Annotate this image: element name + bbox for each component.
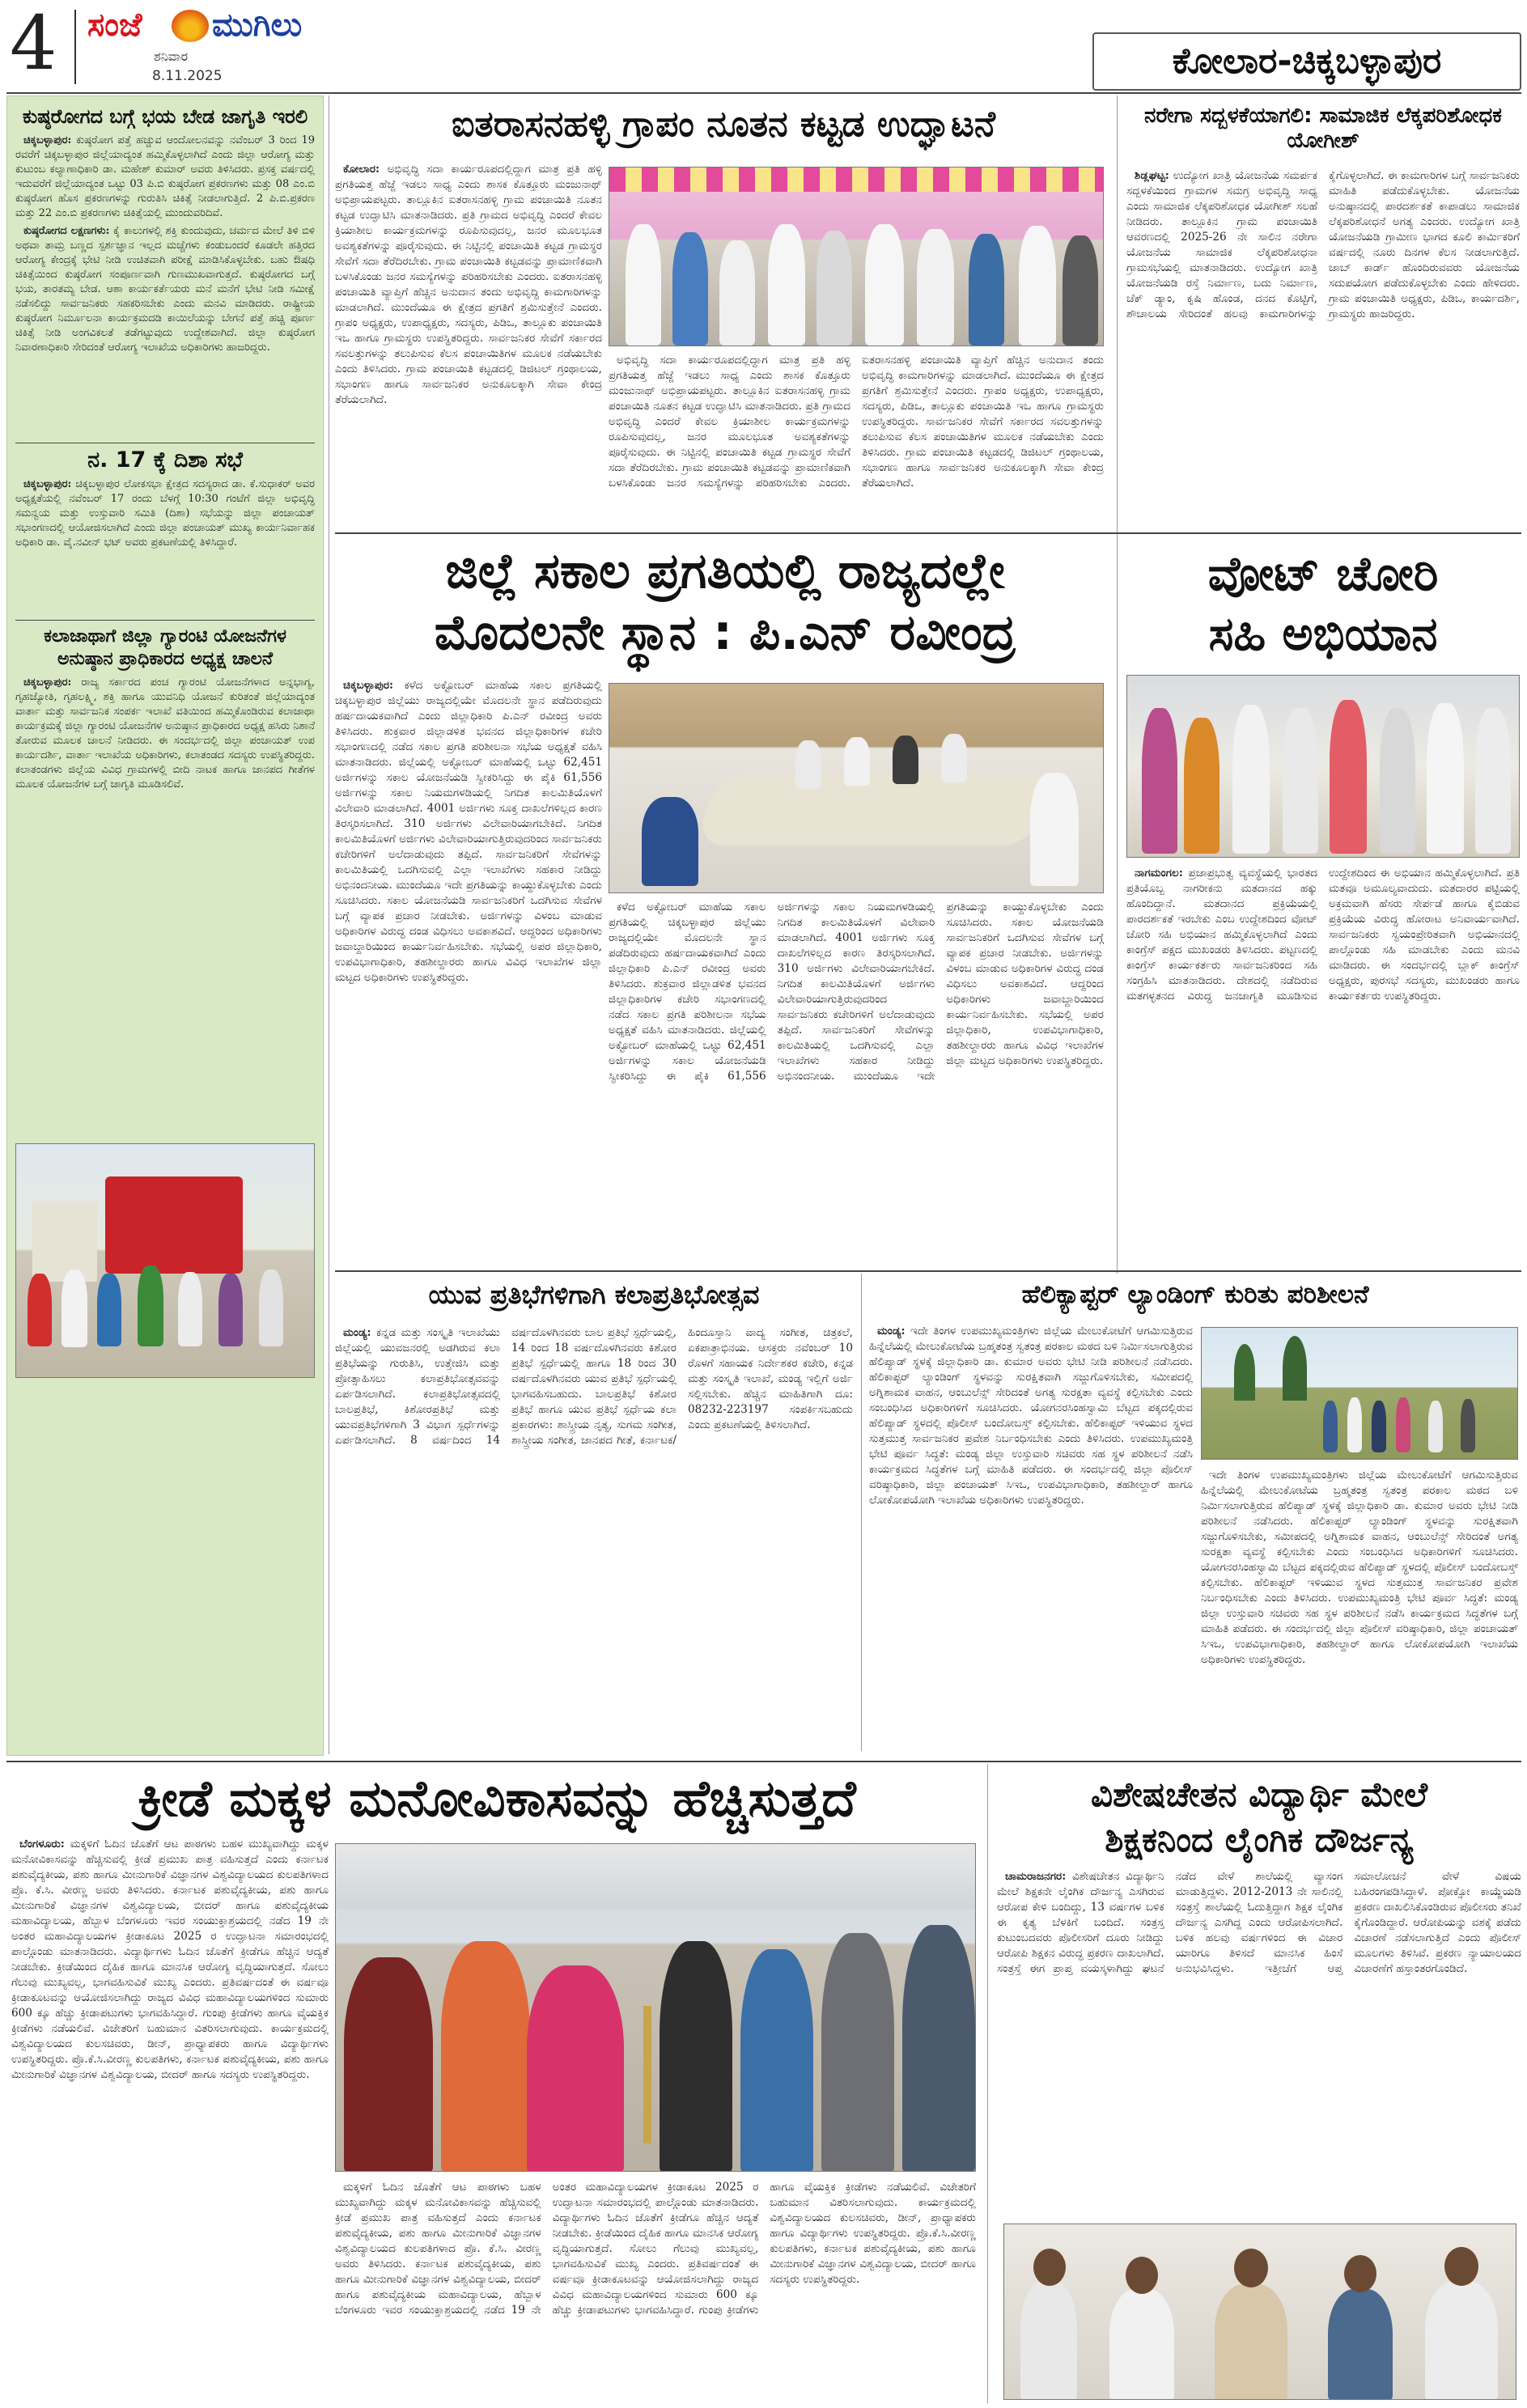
- photo-vehicle: [105, 1176, 243, 1274]
- article-votechori-headline-line1: ವೋಟ್ ಚೋರಿ: [1207, 546, 1439, 601]
- column-rule: [987, 1764, 988, 2403]
- article-assault-headline-line1: ವಿಶೇಷಚೇತನ ವಿದ್ಯಾರ್ಥಿ ಮೇಲೆ: [1090, 1774, 1428, 1814]
- photo-person: [902, 1925, 975, 2172]
- article-votechori-lead: ನಾಗಮಂಗಲ:: [1135, 867, 1183, 880]
- photo-person: [917, 229, 954, 346]
- article-sports-lead: ಬೆಂಗಳೂರು:: [19, 1838, 65, 1851]
- sidebar-a1-text2: ಕೈ ಕಾಲುಗಳಲ್ಲಿ ಶಕ್ತಿ ಕುಂದುವುದು, ಚರ್ಮದ ಮೇಲೆ ತಿಳಿ ಬಿಳಿ ಅಥವಾ ತಾಮ್ರ ಬಣ್ಣದ ಸ್ಪರ್ಶಜ್ಞಾನ ಇಲ್ಲದ ಮಚ್ಚೆಗಳು ಕಂಡುಬಂದರೆ ಕೂಡಲೇ ಹತ್ತಿರದ ಆರೋಗ್ಯ ಕೇಂದ್ರಕ್ಕೆ ಭೇಟಿ ನೀಡಿ ಉಚಿತವಾಗಿ ಪರೀಕ್ಷೆ ಮಾಡಿಸಿಕೊಳ್ಳಬೇಕು. ಬಹು ಔಷಧಿ ಚಿಕಿತ್ಸೆಯಿಂದ ಕುಷ್ಠರೋಗ ಸಂಪೂರ್ಣವಾಗಿ ಗುಣಮುಖವಾಗುತ್ತದೆ. ಕುಷ್ಠರೋಗದ ಬಗ್ಗೆ ಭಯ, ತಾರತಮ್ಯ ಬೇಡ. ಆಶಾ ಕಾರ್ಯಕರ್ತೆಯರು ಮನೆ ಮನೆಗೆ ಭೇಟಿ ನೀಡಿ ಸಮೀಕ್ಷೆ ನಡೆಸಲಿದ್ದು ಸಾರ್ವಜನಿಕರು ಸಹಕರಿಸಬೇಕು ಎಂದು ಮನವಿ ಮಾಡಿದರು. ರಾಷ್ಟ್ರೀಯ ಕುಷ್ಠರೋಗ ನಿರ್ಮೂಲನಾ ಕಾರ್ಯಕ್ರಮದಡಿ ಕಾಯಿಲೆಯನ್ನು ಬೇಗನೆ ಪತ್ತೆ ಹಚ್ಚಿ ಪೂರ್ಣ ಚಿಕಿತ್ಸೆ ನೀಡಿ ಅಂಗವಿಕಲತೆ ತಡೆಗಟ್ಟುವುದು ಉದ್ದೇಶವಾಗಿದೆ. ಜಿಲ್ಲಾ ಕುಷ್ಠರೋಗ ನಿವಾರಣಾಧಿಕಾರಿ ಸೇರಿದಂತೆ ಆರೋಗ್ಯ ಇಲಾಖೆಯ ಅಧಿಕಾರಿಗಳು ಹಾಜರಿದ್ದರು.: [15, 225, 315, 354]
- article-helipad-lead: ಮಂಡ್ಯ:: [877, 1325, 906, 1338]
- photo-person: [1428, 1401, 1443, 1452]
- article-sakala-text: ಕಳೆದ ಅಕ್ಟೋಬರ್ ಮಾಹೆಯ ಸಕಾಲ ಪ್ರಗತಿಯಲ್ಲಿ ಚಿಕ್ಕಬಳ್ಳಾಪುರ ಜಿಲ್ಲೆಯು ರಾಜ್ಯದಲ್ಲಿಯೇ ಮೊದಲನೇ ಸ್ಥಾನ ಪಡೆದಿರುವುದು ಹರ್ಷದಾಯಕವಾಗಿದೆ ಎಂದು ಜಿಲ್ಲಾಧಿಕಾರಿ ಪಿ.ಎನ್ ರವೀಂದ್ರ ಅವರು ತಿಳಿಸಿದರು. ಶುಕ್ರವಾರ ಜಿಲ್ಲಾಡಳಿತ ಭವನದ ಜಿಲ್ಲಾಧಿಕಾರಿಗಳ ಕಚೇರಿ ಸಭಾಂಗಣದಲ್ಲಿ ನಡೆದ ಸಕಾಲ ಪ್ರಗತಿ ಪರಿಶೀಲನಾ ಸಭೆಯ ಅಧ್ಯಕ್ಷತೆ ವಹಿಸಿ ಮಾತನಾಡಿದರು. ಜಿಲ್ಲೆಯಲ್ಲಿ ಅಕ್ಟೋಬರ್ ಮಾಹೆಯಲ್ಲಿ ಒಟ್ಟು 62,451 ಅರ್ಜಿಗಳನ್ನು ಸಕಾಲ ಯೋಜನೆಯಡಿ ಸ್ವೀಕರಿಸಿದ್ದು ಈ ಪೈಕಿ 61,556 ಅರ್ಜಿಗಳನ್ನು ಸಕಾಲ ನಿಯಮಗಳಡಿಯಲ್ಲಿ ನಿಗದಿತ ಕಾಲಮಿತಿಯೊಳಗೆ ವಿಲೇವಾರಿ ಮಾಡಲಾಗಿದೆ. 4001 ಅರ್ಜಿಗಳು ಸೂಕ್ತ ದಾಖಲೆಗಳಿಲ್ಲದ ಕಾರಣ ತಿರಸ್ಕರಿಸಲಾಗಿದೆ. 310 ಅರ್ಜಿಗಳು ವಿಲೇವಾರಿಯಾಗಬೇಕಿದೆ. ನಿಗದಿತ ಕಾಲಮಿತಿಯೊಳಗೆ ಅರ್ಜಿಗಳು ವಿಲೇವಾರಿಯಾಗುತ್ತಿರುವುದರಿಂದ ಸಾರ್ವಜನಿಕರು ಕಚೇರಿಗಳಿಗೆ ಅಲೆದಾಡುವುದು ತಪ್ಪಿದೆ. ಸಾರ್ವಜನಿಕರಿಗೆ ಸೇವೆಗಳನ್ನು ಕಾಲಮಿತಿಯಲ್ಲಿ ಒದಗಿಸುವಲ್ಲಿ ಎಲ್ಲಾ ಇಲಾಖೆಗಳು ಸಹಕಾರ ನೀಡಿದ್ದು ಅಭಿನಂದನೀಯ. ಮುಂದೆಯೂ ಇದೇ ಪ್ರಗತಿಯನ್ನು ಕಾಯ್ದುಕೊಳ್ಳಬೇಕು ಎಂದು ಸೂಚಿಸಿದರು. ಸಕಾಲ ಯೋಜನೆಯಡಿ ಸಾರ್ವಜನಿಕರಿಗೆ ಒದಗಿಸುವ ಸೇವೆಗಳ ಬಗ್ಗೆ ವ್ಯಾಪಕ ಪ್ರಚಾರ ನೀಡಬೇಕು. ಅರ್ಜಿಗಳನ್ನು ವಿಳಂಬ ಮಾಡುವ ಅಧಿಕಾರಿಗಳ ವಿರುದ್ಧ ದಂಡ ವಿಧಿಸಲು ಅವಕಾಶವಿದೆ. ಆದ್ದರಿಂದ ಅಧಿಕಾರಿಗಳು ಜವಾಬ್ದಾರಿಯಿಂದ ಕಾರ್ಯನಿರ್ವಹಿಸಬೇಕು. ಸಭೆಯಲ್ಲಿ ಅಪರ ಜಿಲ್ಲಾಧಿಕಾರಿ, ಉಪವಿಭಾಗಾಧಿಕಾರಿ, ತಹಶೀಲ್ದಾರರು ಹಾಗೂ ವಿವಿಧ ಇಲಾಖೆಗಳ ಜಿಲ್ಲಾ ಮಟ್ಟದ ಅಧಿಕಾರಿಗಳು ಉಪಸ್ಥಿತರಿದ್ದರು.: [335, 679, 602, 984]
- photo-head: [1444, 2247, 1478, 2286]
- photo-lamp: [643, 2006, 651, 2143]
- photo-person: [1347, 1397, 1362, 1452]
- sidebar-a1-headline: ಕುಷ್ಠರೋಗದ ಬಗ್ಗೆ ಭಯ ಬೇಡ ಜಾಗೃತಿ ಇರಲಿ: [22, 105, 308, 128]
- sidebar-a3-text: ರಾಜ್ಯ ಸರ್ಕಾರದ ಪಂಚ ಗ್ಯಾರಂಟಿ ಯೋಜನೆಗಳಾದ ಅನ್ನಭಾಗ್ಯ, ಗೃಹಜ್ಯೋತಿ, ಗೃಹಲಕ್ಷ್ಮಿ, ಶಕ್ತಿ ಹಾಗೂ ಯುವನಿಧಿ ಯೋಜನೆ ಕುರಿತಂತೆ ಜಿಲ್ಲೆಯಾದ್ಯಂತ ವಾರ್ತಾ ಮತ್ತು ಸಾರ್ವಜನಿಕ ಸಂಪರ್ಕ ಇಲಾಖೆ ವತಿಯಿಂದ ಹಮ್ಮಿಕೊಂಡಿರುವ ಕಲಾಜಾಥಾ ಕಾರ್ಯಕ್ರಮಕ್ಕೆ ಜಿಲ್ಲಾ ಗ್ಯಾರಂಟಿ ಯೋಜನೆಗಳ ಅನುಷ್ಠಾನ ಪ್ರಾಧಿಕಾರದ ಅಧ್ಯಕ್ಷ ಹಸಿರು ನಿಶಾನೆ ತೋರುವ ಮೂಲಕ ಚಾಲನೆ ನೀಡಿದರು. ಈ ಸಂದರ್ಭದಲ್ಲಿ ಜಿಲ್ಲಾ ಪಂಚಾಯತ್ ಉಪ ಕಾರ್ಯದರ್ಶಿ, ವಾರ್ತಾ ಇಲಾಖೆಯ ಅಧಿಕಾರಿಗಳು, ಕಲಾತಂಡದ ಸದಸ್ಯರು ಉಪಸ್ಥಿತರಿದ್ದರು. ಕಲಾತಂಡಗಳು ಜಿಲ್ಲೆಯ ವಿವಿಧ ಗ್ರಾಮಗಳಲ್ಲಿ ಬೀದಿ ನಾಟಕ ಹಾಗೂ ಜಾನಪದ ಗೀತೆಗಳ ಮೂಲಕ ಯೋಜನೆಗಳ ಬಗ್ಗೆ ಜಾಗೃತಿ ಮೂಡಿಸಲಿವೆ.: [15, 676, 315, 791]
- photo-conference-table: [694, 773, 1060, 846]
- photo-person: [97, 1274, 121, 1346]
- photo-person: [259, 1270, 283, 1346]
- photo-person: [138, 1265, 163, 1346]
- photo-person: [1328, 2289, 1393, 2400]
- article-votechori-text: ಪ್ರಜಾಪ್ರಭುತ್ವ ವ್ಯವಸ್ಥೆಯಲ್ಲಿ ಭಾರತದ ಪ್ರತಿಯೊಬ್ಬ ನಾಗರೀಕನು ಮತದಾನದ ಹಕ್ಕು ಹೊಂದಿದ್ದಾನೆ. ಮತದಾನದ ಪ್ರಕ್ರಿಯೆಯಲ್ಲಿ ಪಾರದರ್ಶಕತೆ ಇರಬೇಕು ಎಂಬ ಉದ್ದೇಶದಿಂದ ವೋಟ್ ಚೋರಿ ಸಹಿ ಅಭಿಯಾನ ಹಮ್ಮಿಕೊಳ್ಳಲಾಗಿದೆ ಎಂದು ಕಾಂಗ್ರೆಸ್ ಪಕ್ಷದ ಮುಖಂಡರು ತಿಳಿಸಿದರು. ಪಟ್ಟಣದಲ್ಲಿ ಕಾಂಗ್ರೆಸ್ ಕಾರ್ಯಕರ್ತರು ಸಾರ್ವಜನಿಕರಿಂದ ಸಹಿ ಸಂಗ್ರಹಿಸಿ ಮಾತನಾಡಿದರು. ದೇಶದಲ್ಲಿ ನಡೆದಿರುವ ಮತಗಳ್ಳತನದ ವಿರುದ್ಧ ಜನಜಾಗೃತಿ ಮೂಡಿಸುವ ಉದ್ದೇಶದಿಂದ ಈ ಅಭಿಯಾನ ಹಮ್ಮಿಕೊಳ್ಳಲಾಗಿದೆ. ಪ್ರತಿ ಮತವೂ ಅಮೂಲ್ಯವಾದುದು. ಮತದಾರರ ಪಟ್ಟಿಯಲ್ಲಿ ಅಕ್ರಮವಾಗಿ ಹೆಸರು ಸೇರ್ಪಡೆ ಹಾಗೂ ಕೈಬಿಡುವ ಪ್ರಕ್ರಿಯೆಯ ವಿರುದ್ಧ ಹೋರಾಟ ಅನಿವಾರ್ಯವಾಗಿದೆ. ಸಾರ್ವಜನಿಕರು ಸ್ವಯಂಪ್ರೇರಿತವಾಗಿ ಅಭಿಯಾನದಲ್ಲಿ ಪಾಲ್ಗೊಂಡು ಸಹಿ ಮಾಡಬೇಕು ಎಂದು ಮನವಿ ಮಾಡಿದರು. ಈ ಸಂದರ್ಭದಲ್ಲಿ ಬ್ಲಾಕ್ ಕಾಂಗ್ರೆಸ್ ಅಧ್ಯಕ್ಷರು, ಪುರಸಭೆ ಸದಸ್ಯರು, ಮುಖಂಡರು ಹಾಗೂ ಕಾರ್ಯಕರ್ತರು ಉಪಸ್ಥಿತರಿದ್ದರು.: [1126, 867, 1520, 1003]
- article-helipad-headline: ಹೆಲಿಕ್ಯಾಪ್ಟರ್ ಲ್ಯಾಂಡಿಂಗ್ ಕುರಿತು ಪರಿಶೀಲನೆ: [1021, 1280, 1369, 1309]
- article-sports-photo: [335, 1843, 976, 2172]
- sidebar-a3-headline: ಕಲಾಜಾಥಾಗೆ ಜಿಲ್ಲಾ ಗ್ಯಾರಂಟಿ ಯೋಜನೆಗಳ ಅನುಷ್ಠಾನ ಪ್ರಾಧಿಕಾರದ ಅಧ್ಯಕ್ಷ ಚಾಲನೆ: [44, 626, 286, 669]
- article-sakala-cont: ಕಳೆದ ಅಕ್ಟೋಬರ್ ಮಾಹೆಯ ಸಕಾಲ ಪ್ರಗತಿಯಲ್ಲಿ ಚಿಕ್ಕಬಳ್ಳಾಪುರ ಜಿಲ್ಲೆಯು ರಾಜ್ಯದಲ್ಲಿಯೇ ಮೊದಲನೇ ಸ್ಥಾನ ಪಡೆದಿರುವುದು ಹರ್ಷದಾಯಕವಾಗಿದೆ ಎಂದು ಜಿಲ್ಲಾಧಿಕಾರಿ ಪಿ.ಎನ್ ರವೀಂದ್ರ ಅವರು ತಿಳಿಸಿದರು. ಶುಕ್ರವಾರ ಜಿಲ್ಲಾಡಳಿತ ಭವನದ ಜಿಲ್ಲಾಧಿಕಾರಿಗಳ ಕಚೇರಿ ಸಭಾಂಗಣದಲ್ಲಿ ನಡೆದ ಸಕಾಲ ಪ್ರಗತಿ ಪರಿಶೀಲನಾ ಸಭೆಯ ಅಧ್ಯಕ್ಷತೆ ವಹಿಸಿ ಮಾತನಾಡಿದರು. ಜಿಲ್ಲೆಯಲ್ಲಿ ಅಕ್ಟೋಬರ್ ಮಾಹೆಯಲ್ಲಿ ಒಟ್ಟು 62,451 ಅರ್ಜಿಗಳನ್ನು ಸಕಾಲ ಯೋಜನೆಯಡಿ ಸ್ವೀಕರಿಸಿದ್ದು ಈ ಪೈಕಿ 61,556 ಅರ್ಜಿಗಳನ್ನು ಸಕಾಲ ನಿಯಮಗಳಡಿಯಲ್ಲಿ ನಿಗದಿತ ಕಾಲಮಿತಿಯೊಳಗೆ ವಿಲೇವಾರಿ ಮಾಡಲಾಗಿದೆ. 4001 ಅರ್ಜಿಗಳು ಸೂಕ್ತ ದಾಖಲೆಗಳಿಲ್ಲದ ಕಾರಣ ತಿರಸ್ಕರಿಸಲಾಗಿದೆ. 310 ಅರ್ಜಿಗಳು ವಿಲೇವಾರಿಯಾಗಬೇಕಿದೆ. ನಿಗದಿತ ಕಾಲಮಿತಿಯೊಳಗೆ ಅರ್ಜಿಗಳು ವಿಲೇವಾರಿಯಾಗುತ್ತಿರುವುದರಿಂದ ಸಾರ್ವಜನಿಕರು ಕಚೇರಿಗಳಿಗೆ ಅಲೆದಾಡುವುದು ತಪ್ಪಿದೆ. ಸಾರ್ವಜನಿಕರಿಗೆ ಸೇವೆಗಳನ್ನು ಕಾಲಮಿತಿಯಲ್ಲಿ ಒದಗಿಸುವಲ್ಲಿ ಎಲ್ಲಾ ಇಲಾಖೆಗಳು ಸಹಕಾರ ನೀಡಿದ್ದು ಅಭಿನಂದನೀಯ. ಮುಂದೆಯೂ ಇದೇ ಪ್ರಗತಿಯನ್ನು ಕಾಯ್ದುಕೊಳ್ಳಬೇಕು ಎಂದು ಸೂಚಿಸಿದರು. ಸಕಾಲ ಯೋಜನೆಯಡಿ ಸಾರ್ವಜನಿಕರಿಗೆ ಒದಗಿಸುವ ಸೇವೆಗಳ ಬಗ್ಗೆ ವ್ಯಾಪಕ ಪ್ರಚಾರ ನೀಡಬೇಕು. ಅರ್ಜಿಗಳನ್ನು ವಿಳಂಬ ಮಾಡುವ ಅಧಿಕಾರಿಗಳ ವಿರುದ್ಧ ದಂಡ ವಿಧಿಸಲು ಅವಕಾಶವಿದೆ. ಆದ್ದರಿಂದ ಅಧಿಕಾರಿಗಳು ಜವಾಬ್ದಾರಿಯಿಂದ ಕಾರ್ಯನಿರ್ವಹಿಸಬೇಕು. ಸಭೆಯಲ್ಲಿ ಅಪರ ಜಿಲ್ಲಾಧಿಕಾರಿ, ಉಪವಿಭಾಗಾಧಿಕಾರಿ, ತಹಶೀಲ್ದಾರರು ಹಾಗೂ ವಿವಿಧ ಇಲಾಖೆಗಳ ಜಿಲ್ಲಾ ಮಟ್ಟದ ಅಧಿಕಾರಿಗಳು ಉಪಸ್ಥಿತರಿದ್ದರು.: [609, 901, 1104, 1083]
- photo-person: [218, 1274, 243, 1346]
- article-grampanchayat-col1: [335, 162, 602, 526]
- photo-head: [1033, 2249, 1066, 2286]
- photo-person: [719, 240, 755, 346]
- section-title: ಕೋಲಾರ-ಚಿಕ್ಕಬಳ್ಳಾಪುರ: [1092, 32, 1521, 91]
- photo-person: [941, 734, 967, 782]
- issue-date: 8.11.2025: [152, 68, 223, 84]
- photo-head: [1126, 2257, 1158, 2294]
- article-grampanchayat-photo: [609, 167, 1104, 346]
- photo-person: [1142, 708, 1177, 854]
- photo-person: [740, 1949, 813, 2172]
- photo-person: [1427, 703, 1464, 854]
- photo-person: [1019, 226, 1056, 346]
- photo-person: [1380, 708, 1415, 854]
- photo-head: [1234, 2249, 1268, 2287]
- article-helipad-cont: ಇದೇ ತಿಂಗಳ ಉಪಮುಖ್ಯಮಂತ್ರಿಗಳು ಜಿಲ್ಲೆಯ ಮೇಲುಕೋಟೆಗೆ ಆಗಮಿಸುತ್ತಿರುವ ಹಿನ್ನೆಲೆಯಲ್ಲಿ ಮೇಲುಕೋಟೆಯ ಬ್ರಹ್ಮತಂತ್ರ ಸ್ವತಂತ್ರ ಪರಕಾಲ ಮಠದ ಬಳಿ ನಿರ್ಮಿಸಲಾಗುತ್ತಿರುವ ಹೆಲಿಪ್ಯಾಡ್ ಸ್ಥಳಕ್ಕೆ ಜಿಲ್ಲಾಧಿಕಾರಿ ಡಾ. ಕುಮಾರ ಅವರು ಭೇಟಿ ನೀಡಿ ಪರಿಶೀಲನೆ ನಡೆಸಿದರು. ಹೆಲಿಕಾಪ್ಟರ್ ಲ್ಯಾಂಡಿಂಗ್ ಸ್ಥಳವನ್ನು ಸುರಕ್ಷಿತವಾಗಿ ಸಜ್ಜುಗೊಳಿಸಬೇಕು, ಸಮೀಪದಲ್ಲಿ ಅಗ್ನಿಶಾಮಕ ವಾಹನ, ಆಂಬುಲೆನ್ಸ್ ಸೇರಿದಂತೆ ಅಗತ್ಯ ಸುರಕ್ಷತಾ ವ್ಯವಸ್ಥೆ ಕಲ್ಪಿಸಬೇಕು ಎಂದು ಸಂಬಂಧಿಸಿದ ಅಧಿಕಾರಿಗಳಿಗೆ ಸೂಚಿಸಿದರು. ಯೋಗನರಸಿಂಹಸ್ವಾಮಿ ಬೆಟ್ಟದ ಪಕ್ಕದಲ್ಲಿರುವ ಹೆಲಿಪ್ಯಾಡ್ ಸ್ಥಳದಲ್ಲಿ ಪೊಲೀಸ್ ಬಂದೋಬಸ್ತ್ ಕಲ್ಪಿಸಬೇಕು. ಹೆಲಿಕಾಪ್ಟರ್ ಇಳಿಯುವ ಸ್ಥಳದ ಸುತ್ತಮುತ್ತ ಸಾರ್ವಜನಿಕರ ಪ್ರವೇಶ ನಿರ್ಬಂಧಿಸಬೇಕು ಎಂದು ತಿಳಿಸಿದರು. ಉಪಮುಖ್ಯಮಂತ್ರಿ ಭೇಟಿ ಪೂರ್ವ ಸಿದ್ಧತೆ: ಮಂಡ್ಯ ಜಿಲ್ಲಾ ಉಸ್ತುವಾರಿ ಸಚಿವರು ಸಹ ಸ್ಥಳ ಪರಿಶೀಲನೆ ನಡೆಸಿ ಕಾರ್ಯಕ್ರಮದ ಸಿದ್ಧತೆಗಳ ಬಗ್ಗೆ ಮಾಹಿತಿ ಪಡೆದರು. ಈ ಸಂದರ್ಭದಲ್ಲಿ ಜಿಲ್ಲಾ ಪೊಲೀಸ್ ವರಿಷ್ಠಾಧಿಕಾರಿ, ಜಿಲ್ಲಾ ಪಂಚಾಯತ್ ಸಿಇಒ, ಉಪವಿಭಾಗಾಧಿಕಾರಿ, ತಹಶೀಲ್ದಾರ್ ಹಾಗೂ ಲೋಕೋಪಯೋಗಿ ಇಲಾಖೆಯ ಅಧಿಕಾರಿಗಳು ಉಪಸ್ಥಿತರಿದ್ದರು.: [1201, 1469, 1518, 1666]
- sidebar-a1-body: [15, 134, 315, 438]
- article-sakala-col1: [335, 678, 602, 1262]
- sidebar-a1-sub: ಕುಷ್ಠರೋಗದ ಲಕ್ಷಣಗಳು:: [23, 225, 110, 237]
- article-sakala-headline-line1: ಜಿಲ್ಲೆ ಸಕಾಲ ಪ್ರಗತಿಯಲ್ಲಿ ರಾಜ್ಯದಲ್ಲೇ: [445, 543, 1005, 600]
- sidebar-a1-lead: ಚಿಕ್ಕಬಳ್ಳಾಪುರ:: [23, 134, 72, 146]
- column-rule: [861, 1274, 862, 1751]
- article-kalapratibha-body: [335, 1325, 853, 1748]
- photo-person: [1461, 1399, 1475, 1452]
- photo-person: [1396, 1397, 1410, 1452]
- photo-person: [626, 224, 661, 346]
- article-assault-headline-line2: ಶಿಕ್ಷಕನಿಂದ ಲೈಂಗಿಕ ದೌರ್ಜನ್ಯ: [1105, 1820, 1414, 1859]
- photo-person: [1020, 2281, 1077, 2400]
- photo-person: [1323, 1401, 1338, 1452]
- masthead-divider: [74, 10, 76, 84]
- photo-person: [642, 797, 698, 886]
- photo-bunting: [609, 167, 1103, 192]
- article-grampanchayat-text: ಅಭಿವೃದ್ಧಿ ಸದಾ ಕಾರ್ಯರೂಪದಲ್ಲಿದ್ದಾಗ ಮಾತ್ರ ಪ್ರತಿ ಹಳ್ಳಿ ಪ್ರಗತಿಯತ್ತ ಹೆಜ್ಜೆ ಇಡಲು ಸಾಧ್ಯ ಎಂದು ಶಾಸಕ ಕೊತ್ತೂರು ಮಂಜುನಾಥ್ ಅಭಿಪ್ರಾಯಪಟ್ಟರು. ತಾಲ್ಲೂಕಿನ ಐತರಾಸನಹಳ್ಳಿ ಗ್ರಾಮ ಪಂಚಾಯಿತಿ ನೂತನ ಕಟ್ಟಡ ಉದ್ಘಾಟಿಸಿ ಮಾತನಾಡಿದರು. ಪ್ರತಿ ಗ್ರಾಮದ ಅಭಿವೃದ್ಧಿ ಎಂದರೆ ಕೇವಲ ಕ್ರಿಯಾಶೀಲ ಕಾರ್ಯಕ್ರಮಗಳನ್ನು ರೂಪಿಸುವುದಲ್ಲ, ಜನರ ಮೂಲಭೂತ ಅವಶ್ಯಕತೆಗಳನ್ನು ಪೂರೈಸುವುದು. ಈ ನಿಟ್ಟಿನಲ್ಲಿ ಪಂಚಾಯಿತಿ ಕಟ್ಟಡ ಗ್ರಾಮಸ್ಥರ ಸೇವೆಗೆ ಸದಾ ತೆರೆದಿರಬೇಕು. ಗ್ರಾಮ ಪಂಚಾಯಿತಿ ಕಟ್ಟಡವನ್ನು ಪ್ರಾಮಾಣಿಕವಾಗಿ ಬಳಸಿಕೊಂಡು ಜನರ ಸಮಸ್ಯೆಗಳನ್ನು ಪರಿಹರಿಸಬೇಕು ಎಂದರು. ಐತರಾಸನಹಳ್ಳಿ ಪಂಚಾಯಿತಿ ವ್ಯಾಪ್ತಿಗೆ ಹೆಚ್ಚಿನ ಅನುದಾನ ತಂದು ಅಭಿವೃದ್ಧಿ ಕಾಮಗಾರಿಗಳನ್ನು ಮಾಡಲಾಗಿದೆ. ಮುಂದೆಯೂ ಈ ಕ್ಷೇತ್ರದ ಪ್ರಗತಿಗೆ ಶ್ರಮಿಸುತ್ತೇನೆ ಎಂದರು. ಗ್ರಾಪಂ ಅಧ್ಯಕ್ಷರು, ಉಪಾಧ್ಯಕ್ಷರು, ಸದಸ್ಯರು, ಪಿಡಿಒ, ತಾಲ್ಲೂಕು ಪಂಚಾಯಿತಿ ಇಒ ಹಾಗೂ ಗ್ರಾಮಸ್ಥರು ಉಪಸ್ಥಿತರಿದ್ದರು. ಸಾರ್ವಜನಿಕರ ಸೇವೆಗೆ ಸರ್ಕಾರದ ಸವಲತ್ತುಗಳನ್ನು ತಲುಪಿಸುವ ಕೆಲಸ ಪಂಚಾಯಿತಿಗಳ ಮೂಲಕ ನಡೆಯಬೇಕು ಎಂದು ತಿಳಿಸಿದರು. ಗ್ರಾಮ ಪಂಚಾಯಿತಿ ಕಟ್ಟಡದಲ್ಲಿ ಡಿಜಿಟಲ್ ಗ್ರಂಥಾಲಯ, ಸಭಾಂಗಣ ಹಾಗೂ ಸಾರ್ವಜನಿಕರ ಅನುಕೂಲಕ್ಕಾಗಿ ಸೇವಾ ಕೇಂದ್ರ ತೆರೆಯಲಾಗಿದೆ.: [335, 163, 602, 406]
- page-number: 4: [10, 0, 57, 87]
- logo-sun-icon: [172, 10, 209, 42]
- article-sports-col2: [335, 2180, 976, 2395]
- article-votechori-headline: [1126, 544, 1520, 663]
- issue-day: ಶನಿವಾರ: [154, 49, 189, 64]
- logo-text-sanje: ಸಂಜೆ: [87, 6, 142, 44]
- article-assault-photo: [1003, 2224, 1516, 2400]
- sidebar-a1-text: ಕುಷ್ಠರೋಗ ಪತ್ತೆ ಹಚ್ಚುವ ಆಂದೋಲನವನ್ನು ನವೆಂಬರ್ 3 ರಿಂದ 19 ರವರೆಗೆ ಚಿಕ್ಕಬಳ್ಳಾಪುರ ಜಿಲ್ಲೆಯಾದ್ಯಂತ ಹಮ್ಮಿಕೊಳ್ಳಲಾಗಿದೆ ಎಂದು ಜಿಲ್ಲಾ ಆರೋಗ್ಯ ಮತ್ತು ಕುಟುಂಬ ಕಲ್ಯಾಣಾಧಿಕಾರಿ ಡಾ. ಮಹೇಶ್ ಕುಮಾರ್ ಅವರು ತಿಳಿಸಿದರು. ಪ್ರಸಕ್ತ ವರ್ಷದಲ್ಲಿ ಇದುವರೆಗೆ ಜಿಲ್ಲೆಯಾದ್ಯಂತ ಒಟ್ಟು 03 ಪಿ.ಬಿ ಕುಷ್ಠರೋಗ ಪ್ರಕರಣಗಳು ಮತ್ತು 08 ಎಂ.ಬಿ ಕುಷ್ಠರೋಗ ಹೊಸ ಪ್ರಕರಣಗಳನ್ನು ಗುರುತಿಸಿ ಚಿಕಿತ್ಸೆ ನೀಡಲಾಗುತ್ತಿದೆ. 2 ಪಿ.ಬಿ.ಪ್ರಕರಣ ಮತ್ತು 22 ಎಂ.ಬಿ ಪ್ರಕರಣಗಳು ಚಿಕಿತ್ಸೆಯಲ್ಲಿ ಮುಂದುವರಿದಿವೆ.: [15, 134, 315, 219]
- photo-person: [1232, 705, 1270, 854]
- article-sports-col1: [11, 1837, 329, 2395]
- article-grampanchayat-cont: ಅಭಿವೃದ್ಧಿ ಸದಾ ಕಾರ್ಯರೂಪದಲ್ಲಿದ್ದಾಗ ಮಾತ್ರ ಪ್ರತಿ ಹಳ್ಳಿ ಪ್ರಗತಿಯತ್ತ ಹೆಜ್ಜೆ ಇಡಲು ಸಾಧ್ಯ ಎಂದು ಶಾಸಕ ಕೊತ್ತೂರು ಮಂಜುನಾಥ್ ಅಭಿಪ್ರಾಯಪಟ್ಟರು. ತಾಲ್ಲೂಕಿನ ಐತರಾಸನಹಳ್ಳಿ ಗ್ರಾಮ ಪಂಚಾಯಿತಿ ನೂತನ ಕಟ್ಟಡ ಉದ್ಘಾಟಿಸಿ ಮಾತನಾಡಿದರು. ಪ್ರತಿ ಗ್ರಾಮದ ಅಭಿವೃದ್ಧಿ ಎಂದರೆ ಕೇವಲ ಕ್ರಿಯಾಶೀಲ ಕಾರ್ಯಕ್ರಮಗಳನ್ನು ರೂಪಿಸುವುದಲ್ಲ, ಜನರ ಮೂಲಭೂತ ಅವಶ್ಯಕತೆಗಳನ್ನು ಪೂರೈಸುವುದು. ಈ ನಿಟ್ಟಿನಲ್ಲಿ ಪಂಚಾಯಿತಿ ಕಟ್ಟಡ ಗ್ರಾಮಸ್ಥರ ಸೇವೆಗೆ ಸದಾ ತೆರೆದಿರಬೇಕು. ಗ್ರಾಮ ಪಂಚಾಯಿತಿ ಕಟ್ಟಡವನ್ನು ಪ್ರಾಮಾಣಿಕವಾಗಿ ಬಳಸಿಕೊಂಡು ಜನರ ಸಮಸ್ಯೆಗಳನ್ನು ಪರಿಹರಿಸಬೇಕು ಎಂದರು. ಐತರಾಸನಹಳ್ಳಿ ಪಂಚಾಯಿತಿ ವ್ಯಾಪ್ತಿಗೆ ಹೆಚ್ಚಿನ ಅನುದಾನ ತಂದು ಅಭಿವೃದ್ಧಿ ಕಾಮಗಾರಿಗಳನ್ನು ಮಾಡಲಾಗಿದೆ. ಮುಂದೆಯೂ ಈ ಕ್ಷೇತ್ರದ ಪ್ರಗತಿಗೆ ಶ್ರಮಿಸುತ್ತೇನೆ ಎಂದರು. ಗ್ರಾಪಂ ಅಧ್ಯಕ್ಷರು, ಉಪಾಧ್ಯಕ್ಷರು, ಸದಸ್ಯರು, ಪಿಡಿಒ, ತಾಲ್ಲೂಕು ಪಂಚಾಯಿತಿ ಇಒ ಹಾಗೂ ಗ್ರಾಮಸ್ಥರು ಉಪಸ್ಥಿತರಿದ್ದರು. ಸಾರ್ವಜನಿಕರ ಸೇವೆಗೆ ಸರ್ಕಾರದ ಸವಲತ್ತುಗಳನ್ನು ತಲುಪಿಸುವ ಕೆಲಸ ಪಂಚಾಯಿತಿಗಳ ಮೂಲಕ ನಡೆಯಬೇಕು ಎಂದು ತಿಳಿಸಿದರು. ಗ್ರಾಮ ಪಂಚಾಯಿತಿ ಕಟ್ಟಡದಲ್ಲಿ ಡಿಜಿಟಲ್ ಗ್ರಂಥಾಲಯ, ಸಭಾಂಗಣ ಹಾಗೂ ಸಾರ್ವಜನಿಕರ ಅನುಕೂಲಕ್ಕಾಗಿ ಸೇವಾ ಕೇಂದ್ರ ತೆರೆಯಲಾಗಿದೆ.: [609, 354, 1104, 490]
- sidebar-a2-headline: ನ. 17 ಕ್ಕೆ ದಿಶಾ ಸಭೆ: [87, 447, 243, 473]
- article-assault-headline: [997, 1772, 1521, 1863]
- photo-person: [1109, 2289, 1174, 2400]
- article-sports-text: ಮಕ್ಕಳಿಗೆ ಓದಿನ ಜೊತೆಗೆ ಆಟ ಪಾಠಗಳು ಬಹಳ ಮುಖ್ಯವಾಗಿದ್ದು ಮಕ್ಕಳ ಮನೋವಿಕಾಸವನ್ನು ಹೆಚ್ಚಿಸುವಲ್ಲಿ ಕ್ರೀಡೆ ಪ್ರಮುಖ ಪಾತ್ರ ವಹಿಸುತ್ತದೆ ಎಂದು ಕರ್ನಾಟಕ ಪಶುವೈದ್ಯಕೀಯ, ಪಶು ಹಾಗೂ ಮೀನುಗಾರಿಕೆ ವಿಜ್ಞಾನಗಳ ವಿಶ್ವವಿದ್ಯಾಲಯದ ಕುಲಪತಿಗಳಾದ ಪ್ರೊ. ಕೆ.ಸಿ. ವೀರಣ್ಣ ಅವರು ತಿಳಿಸಿದರು. ಕರ್ನಾಟಕ ಪಶುವೈದ್ಯಕೀಯ, ಪಶು ಹಾಗೂ ಮೀನುಗಾರಿಕೆ ವಿಜ್ಞಾನಗಳ ವಿಶ್ವವಿದ್ಯಾಲಯ, ಬೀದರ್ ಹಾಗೂ ಪಶುವೈದ್ಯಕೀಯ ಮಹಾವಿದ್ಯಾಲಯ, ಹೆಬ್ಬಾಳ ಬೆಂಗಳೂರು ಇವರ ಸಂಯುಕ್ತಾಶ್ರಯದಲ್ಲಿ ನಡೆದ 19 ನೇ ಅಂತರ ಮಹಾವಿದ್ಯಾಲಯಗಳ ಕ್ರೀಡಾಕೂಟ 2025 ರ ಉದ್ಘಾಟನಾ ಸಮಾರಂಭದಲ್ಲಿ ಪಾಲ್ಗೊಂಡು ಮಾತನಾಡಿದರು. ವಿದ್ಯಾರ್ಥಿಗಳು ಓದಿನ ಜೊತೆಗೆ ಕ್ರೀಡೆಗೂ ಹೆಚ್ಚಿನ ಆದ್ಯತೆ ನೀಡಬೇಕು. ಕ್ರೀಡೆಯಿಂದ ದೈಹಿಕ ಹಾಗೂ ಮಾನಸಿಕ ಆರೋಗ್ಯ ವೃದ್ಧಿಯಾಗುತ್ತದೆ. ಸೋಲು ಗೆಲುವು ಮುಖ್ಯವಲ್ಲ, ಭಾಗವಹಿಸುವಿಕೆ ಮುಖ್ಯ ಎಂದರು. ಪ್ರತಿವರ್ಷದಂತೆ ಈ ವರ್ಷವೂ ಕ್ರೀಡಾಕೂಟವನ್ನು ಆಯೋಜಿಸಲಾಗಿದ್ದು ರಾಜ್ಯದ ವಿವಿಧ ಮಹಾವಿದ್ಯಾಲಯಗಳಿಂದ ಸುಮಾರು 600 ಕ್ಕೂ ಹೆಚ್ಚು ಕ್ರೀಡಾಪಟುಗಳು ಭಾಗವಹಿಸಿದ್ದಾರೆ. ಗುಂಪು ಕ್ರೀಡೆಗಳು ಹಾಗೂ ವೈಯಕ್ತಿಕ ಕ್ರೀಡೆಗಳು ನಡೆಯಲಿವೆ. ವಿಜೇತರಿಗೆ ಬಹುಮಾನ ವಿತರಿಸಲಾಗುವುದು. ಕಾರ್ಯಕ್ರಮದಲ್ಲಿ ವಿಶ್ವವಿದ್ಯಾಲಯದ ಕುಲಸಚಿವರು, ಡೀನ್, ಪ್ರಾಧ್ಯಾಪಕರು ಹಾಗೂ ವಿದ್ಯಾರ್ಥಿಗಳು ಉಪಸ್ಥಿತರಿದ್ದರು. ಪ್ರೊ.ಕೆ.ಸಿ.ವೀರಣ್ಣ ಕುಲಪತಿಗಳು, ಕರ್ನಾಟಕ ಪಶುವೈದ್ಯಕೀಯ, ಪಶು ಹಾಗೂ ಮೀನುಗಾರಿಕೆ ವಿಜ್ಞಾನಗಳ ವಿಶ್ವವಿದ್ಯಾಲಯ, ಬೀದರ್ ಹಾಗೂ ಸದಸ್ಯರು ಉಪಸ್ಥಿತರಿದ್ದರು.: [11, 1838, 329, 2081]
- article-sakala-headline: [340, 541, 1110, 663]
- photo-person: [1475, 708, 1511, 854]
- article-helipad-col1: [869, 1324, 1193, 1748]
- article-assault-body: [997, 1869, 1521, 2215]
- article-sakala-col2: [609, 900, 1104, 1262]
- photo-person: [865, 224, 904, 346]
- photo-person: [672, 232, 708, 346]
- photo-person: [660, 1941, 732, 2172]
- photo-person: [768, 224, 805, 346]
- article-kalapratibha-text: ಕನ್ನಡ ಮತ್ತು ಸಂಸ್ಕೃತಿ ಇಲಾಖೆಯು ಜಿಲ್ಲೆಯಲ್ಲಿ ಯುವಜನರಲ್ಲಿ ಅಡಗಿರುವ ಕಲಾ ಪ್ರತಿಭೆಯನ್ನು ಗುರುತಿಸಿ, ಉತ್ತೇಜಿಸಿ ಮತ್ತು ಪ್ರೋತ್ಸಾಹಿಸಲು ಕಲಾಪ್ರತಿಭೋತ್ಸವವನ್ನು ಏರ್ಪಡಿಸಲಾಗಿದೆ. ಕಲಾಪ್ರತಿಭೋತ್ಸವದಲ್ಲಿ ಬಾಲಪ್ರತಿಭೆ, ಕಿಶೋರಪ್ರತಿಭೆ ಮತ್ತು ಯುವಪ್ರತಿಭೆಗಳಿಗಾಗಿ 3 ವಿಭಾಗ ಸ್ಪರ್ಧೆಗಳನ್ನು ಏರ್ಪಡಿಸಲಾಗಿದೆ. 8 ವರ್ಷದಿಂದ 14 ವರ್ಷದೊಳಗಿನವರು ಬಾಲ ಪ್ರತಿಭೆ ಸ್ಪರ್ಧೆಯಲ್ಲಿ, 14 ರಿಂದ 18 ವರ್ಷದೊಳಗಿನವರು ಕಿಶೋರ ಪ್ರತಿಭೆ ಸ್ಪರ್ಧೆಯಲ್ಲಿ ಹಾಗೂ 18 ರಿಂದ 30 ವರ್ಷದೊಳಗಿನವರು ಯುವ ಪ್ರತಿಭೆ ಸ್ಪರ್ಧೆಯಲ್ಲಿ ಭಾಗವಹಿಸಬಹುದು. ಬಾಲಪ್ರತಿಭೆ ಕಿಶೋರ ಪ್ರತಿಭೆ ಹಾಗೂ ಯುವ ಪ್ರತಿಭೆ ಸ್ಪರ್ಧೆಯ ಕಲಾ ಪ್ರಕಾರಗಳು: ಶಾಸ್ತ್ರೀಯ ನೃತ್ಯ, ಸುಗಮ ಸಂಗೀತ, ಶಾಸ್ತ್ರೀಯ ಸಂಗೀತ, ಜಾನಪದ ಗೀತೆ, ಕರ್ನಾಟಕ/ಹಿಂದೂಸ್ತಾನಿ ವಾದ್ಯ ಸಂಗೀತ, ಚಿತ್ರಕಲೆ, ಏಕಪಾತ್ರಾಭಿನಯ. ಆಸಕ್ತರು ನವೆಂಬರ್ 10 ರೊಳಗೆ ಸಹಾಯಕ ನಿರ್ದೇಶಕರ ಕಚೇರಿ, ಕನ್ನಡ ಮತ್ತು ಸಂಸ್ಕೃತಿ ಇಲಾಖೆ, ಮಂಡ್ಯ ಇಲ್ಲಿಗೆ ಅರ್ಜಿ ಸಲ್ಲಿಸಬೇಕು. ಹೆಚ್ಚಿನ ಮಾಹಿತಿಗಾಗಿ ದೂ: 08232-223197 ಸಂಪರ್ಕಿಸಬಹುದು ಎಂದು ಪ್ರಕಟಣೆಯಲ್ಲಿ ತಿಳಿಸಲಾಗಿದೆ.: [335, 1326, 853, 1447]
- photo-person: [62, 1270, 87, 1347]
- article-sports-headline: ಕ್ರೀಡೆ ಮಕ್ಕಳ ಮನೋವಿಕಾಸವನ್ನು ಹೆಚ್ಚಿಸುತ್ತದೆ: [138, 1769, 856, 1828]
- photo-person: [817, 231, 852, 346]
- sidebar-a2-body: [15, 477, 315, 615]
- photo-building: [32, 1201, 97, 1282]
- photo-person: [795, 740, 821, 789]
- article-sakala-lead: ಚಿಕ್ಕಬಳ್ಳಾಪುರ:: [343, 679, 394, 692]
- article-grampanchayat-headline: ಐತರಾಸನಹಳ್ಳಿ ಗ್ರಾಪಂ ನೂತನ ಕಟ್ಟಡ ಉದ್ಘಾಟನೆ: [451, 104, 996, 145]
- article-narega-body: [1126, 168, 1520, 526]
- article-narega-headline: ನರೇಗಾ ಸದ್ಬಳಕೆಯಾಗಲಿ: ಸಾಮಾಜಿಕ ಲೆಕ್ಕಪರಿಶೋಧಕ ಯೋಗೀಶ್: [1144, 104, 1502, 153]
- photo-person: [1283, 708, 1318, 854]
- article-assault-lead: ಚಾಮರಾಜನಗರ:: [1005, 1870, 1067, 1883]
- logo-text-mugilu: ಮುಗಿಲು: [212, 6, 303, 44]
- photo-person: [527, 1965, 624, 2172]
- article-grampanchayat-col2: [609, 353, 1104, 526]
- photo-person: [1425, 2281, 1498, 2400]
- photo-person: [1184, 718, 1219, 854]
- sidebar-a3-lead: ಚಿಕ್ಕಬಳ್ಳಾಪುರ:: [23, 676, 72, 689]
- photo-person: [1063, 235, 1098, 346]
- article-helipad-col2: [1201, 1468, 1518, 1748]
- photo-canopy: [336, 1844, 975, 1909]
- photo-person: [844, 737, 870, 786]
- masthead-rule: [6, 92, 1521, 94]
- photo-head: [1344, 2255, 1376, 2292]
- photo-person: [821, 1933, 894, 2172]
- section-rule: [6, 1761, 1521, 1762]
- section-rule: [335, 532, 1521, 534]
- article-sakala-headline-line2: ಮೊದಲನೇ ಸ್ಥಾನ : ಪಿ.ಎನ್ ರವೀಂದ್ರ: [434, 604, 1016, 661]
- photo-person: [893, 736, 918, 784]
- photo-person: [1215, 2284, 1287, 2400]
- photo-tree: [1283, 1336, 1307, 1401]
- photo-person: [28, 1274, 52, 1346]
- photo-person: [178, 1272, 202, 1346]
- sidebar-rule-2: [15, 620, 315, 621]
- column-rule: [1117, 95, 1118, 1274]
- photo-person: [969, 234, 1004, 346]
- article-helipad-photo: [1201, 1327, 1518, 1460]
- photo-person: [1030, 773, 1079, 886]
- photo-person: [1330, 700, 1367, 854]
- sidebar-a2-text: ಚಿಕ್ಕಬಳ್ಳಾಪುರ ಲೋಕಸಭಾ ಕ್ಷೇತ್ರದ ಸದಸ್ಯರಾದ ಡಾ. ಕೆ.ಸುಧಾಕರ್ ಅವರ ಅಧ್ಯಕ್ಷತೆಯಲ್ಲಿ ನವೆಂಬರ್ 17 ರಂದು ಬೆಳಗ್ಗೆ 10:30 ಗಂಟೆಗೆ ಜಿಲ್ಲಾ ಅಭಿವೃದ್ಧಿ ಸಮನ್ವಯ ಮತ್ತು ಉಸ್ತುವಾರಿ ಸಮಿತಿ (ದಿಶಾ) ಸಭೆಯನ್ನು ಜಿಲ್ಲಾ ಪಂಚಾಯತ್ ಸಭಾಂಗಣದಲ್ಲಿ ಆಯೋಜಿಸಲಾಗಿದೆ ಎಂದು ಜಿಲ್ಲಾ ಪಂಚಾಯತ್ ಮುಖ್ಯ ಕಾರ್ಯನಿರ್ವಾಹಕ ಅಧಿಕಾರಿ ಡಾ. ವೈ.ನವೀನ್ ಭಟ್ ಅವರು ಪ್ರಕಟಣೆಯಲ್ಲಿ ತಿಳಿಸಿದ್ದಾರೆ.: [15, 478, 315, 549]
- sidebar-a3-body: [15, 676, 315, 1137]
- article-votechori-body: [1126, 866, 1520, 1262]
- photo-person: [441, 1941, 530, 2172]
- article-votechori-photo: [1126, 675, 1520, 858]
- sidebar-panel: [6, 95, 324, 1756]
- article-sakala-photo: [609, 683, 1104, 893]
- photo-person: [344, 1957, 433, 2172]
- sidebar-photo-kalajatha: [15, 1143, 315, 1378]
- article-grampanchayat-lead: ಕೋಲಾರ:: [343, 163, 380, 176]
- article-helipad-text: ಇದೇ ತಿಂಗಳ ಉಪಮುಖ್ಯಮಂತ್ರಿಗಳು ಜಿಲ್ಲೆಯ ಮೇಲುಕೋಟೆಗೆ ಆಗಮಿಸುತ್ತಿರುವ ಹಿನ್ನೆಲೆಯಲ್ಲಿ ಮೇಲುಕೋಟೆಯ ಬ್ರಹ್ಮತಂತ್ರ ಸ್ವತಂತ್ರ ಪರಕಾಲ ಮಠದ ಬಳಿ ನಿರ್ಮಿಸಲಾಗುತ್ತಿರುವ ಹೆಲಿಪ್ಯಾಡ್ ಸ್ಥಳಕ್ಕೆ ಜಿಲ್ಲಾಧಿಕಾರಿ ಡಾ. ಕುಮಾರ ಅವರು ಭೇಟಿ ನೀಡಿ ಪರಿಶೀಲನೆ ನಡೆಸಿದರು. ಹೆಲಿಕಾಪ್ಟರ್ ಲ್ಯಾಂಡಿಂಗ್ ಸ್ಥಳವನ್ನು ಸುರಕ್ಷಿತವಾಗಿ ಸಜ್ಜುಗೊಳಿಸಬೇಕು, ಸಮೀಪದಲ್ಲಿ ಅಗ್ನಿಶಾಮಕ ವಾಹನ, ಆಂಬುಲೆನ್ಸ್ ಸೇರಿದಂತೆ ಅಗತ್ಯ ಸುರಕ್ಷತಾ ವ್ಯವಸ್ಥೆ ಕಲ್ಪಿಸಬೇಕು ಎಂದು ಸಂಬಂಧಿಸಿದ ಅಧಿಕಾರಿಗಳಿಗೆ ಸೂಚಿಸಿದರು. ಯೋಗನರಸಿಂಹಸ್ವಾಮಿ ಬೆಟ್ಟದ ಪಕ್ಕದಲ್ಲಿರುವ ಹೆಲಿಪ್ಯಾಡ್ ಸ್ಥಳದಲ್ಲಿ ಪೊಲೀಸ್ ಬಂದೋಬಸ್ತ್ ಕಲ್ಪಿಸಬೇಕು. ಹೆಲಿಕಾಪ್ಟರ್ ಇಳಿಯುವ ಸ್ಥಳದ ಸುತ್ತಮುತ್ತ ಸಾರ್ವಜನಿಕರ ಪ್ರವೇಶ ನಿರ್ಬಂಧಿಸಬೇಕು ಎಂದು ತಿಳಿಸಿದರು. ಉಪಮುಖ್ಯಮಂತ್ರಿ ಭೇಟಿ ಪೂರ್ವ ಸಿದ್ಧತೆ: ಮಂಡ್ಯ ಜಿಲ್ಲಾ ಉಸ್ತುವಾರಿ ಸಚಿವರು ಸಹ ಸ್ಥಳ ಪರಿಶೀಲನೆ ನಡೆಸಿ ಕಾರ್ಯಕ್ರಮದ ಸಿದ್ಧತೆಗಳ ಬಗ್ಗೆ ಮಾಹಿತಿ ಪಡೆದರು. ಈ ಸಂದರ್ಭದಲ್ಲಿ ಜಿಲ್ಲಾ ಪೊಲೀಸ್ ವರಿಷ್ಠಾಧಿಕಾರಿ, ಜಿಲ್ಲಾ ಪಂಚಾಯತ್ ಸಿಇಒ, ಉಪವಿಭಾಗಾಧಿಕಾರಿ, ತಹಶೀಲ್ದಾರ್ ಹಾಗೂ ಲೋಕೋಪಯೋಗಿ ಇಲಾಖೆಯ ಅಧಿಕಾರಿಗಳು ಉಪಸ್ಥಿತರಿದ್ದರು.: [869, 1325, 1193, 1507]
- article-narega-text: ಉದ್ಯೋಗ ಖಾತ್ರಿ ಯೋಜನೆಯ ಸಮರ್ಪಕ ಸದ್ಬಳಕೆಯಿಂದ ಗ್ರಾಮಗಳ ಸಮಗ್ರ ಅಭಿವೃದ್ಧಿ ಸಾಧ್ಯ ಎಂದು ಸಾಮಾಜಿಕ ಲೆಕ್ಕಪರಿಶೋಧಕ ಯೋಗೀಶ್ ಸಲಹೆ ನೀಡಿದರು. ತಾಲ್ಲೂಕಿನ ಗ್ರಾಮ ಪಂಚಾಯಿತಿ ಆವರಣದಲ್ಲಿ 2025-26 ನೇ ಸಾಲಿನ ನರೇಗಾ ಯೋಜನೆಯ ಸಾಮಾಜಿಕ ಲೆಕ್ಕಪರಿಶೋಧನಾ ಗ್ರಾಮಸಭೆಯಲ್ಲಿ ಮಾತನಾಡಿದರು. ಉದ್ಯೋಗ ಖಾತ್ರಿ ಯೋಜನೆಯಡಿ ರಸ್ತೆ ನಿರ್ಮಾಣ, ಬದು ನಿರ್ಮಾಣ, ಚೆಕ್ ಡ್ಯಾಂ, ಕೃಷಿ ಹೊಂಡ, ದನದ ಕೊಟ್ಟಿಗೆ, ಶೌಚಾಲಯ ಸೇರಿದಂತೆ ಹಲವು ಕಾಮಗಾರಿಗಳನ್ನು ಕೈಗೊಳ್ಳಲಾಗಿದೆ. ಈ ಕಾಮಗಾರಿಗಳ ಬಗ್ಗೆ ಸಾರ್ವಜನಿಕರು ಮಾಹಿತಿ ಪಡೆದುಕೊಳ್ಳಬೇಕು. ಯೋಜನೆಯ ಅನುಷ್ಠಾನದಲ್ಲಿ ಪಾರದರ್ಶಕತೆ ಕಾಪಾಡಲು ಸಾಮಾಜಿಕ ಲೆಕ್ಕಪರಿಶೋಧನೆ ಅಗತ್ಯ ಎಂದರು. ಉದ್ಯೋಗ ಖಾತ್ರಿ ಯೋಜನೆಯಡಿ ಗ್ರಾಮೀಣ ಭಾಗದ ಕೂಲಿ ಕಾರ್ಮಿಕರಿಗೆ ವರ್ಷದಲ್ಲಿ ನೂರು ದಿನಗಳ ಕೆಲಸ ನೀಡಲಾಗುತ್ತಿದೆ. ಜಾಬ್ ಕಾರ್ಡ್ ಹೊಂದಿರುವವರು ಯೋಜನೆಯ ಸದುಪಯೋಗ ಪಡೆದುಕೊಳ್ಳಬೇಕು ಎಂದು ಹೇಳಿದರು. ಗ್ರಾಮ ಪಂಚಾಯಿತಿ ಅಧ್ಯಕ್ಷರು, ಪಿಡಿಒ, ಕಾರ್ಯದರ್ಶಿ, ಗ್ರಾಮಸ್ಥರು ಹಾಜರಿದ್ದರು.: [1126, 169, 1520, 320]
- article-kalapratibha-headline: ಯುವ ಪ್ರತಿಭೆಗಳಿಗಾಗಿ ಕಲಾಪ್ರತಿಭೋತ್ಸವ: [428, 1279, 760, 1310]
- article-narega-lead: ಶಿಡ್ಲಘಟ್ಟ:: [1135, 169, 1169, 182]
- sidebar-a2-lead: ಚಿಕ್ಕಬಳ್ಳಾಪುರ:: [23, 478, 72, 490]
- photo-tree: [1234, 1344, 1255, 1401]
- article-kalapratibha-lead: ಮಂಡ್ಯ:: [343, 1326, 371, 1339]
- photo-person: [1372, 1401, 1386, 1452]
- article-votechori-headline-line2: ಸಹಿ ಅಭಿಯಾನ: [1208, 606, 1438, 661]
- section-rule: [335, 1270, 1521, 1272]
- article-assault-text: ವಿಶೇಷಚೇತನ ವಿದ್ಯಾರ್ಥಿನಿ ಮೇಲೆ ಶಿಕ್ಷಕನೇ ಲೈಂಗಿಕ ದೌರ್ಜನ್ಯ ಎಸಗಿರುವ ಆರೋಪ ಕೇಳಿ ಬಂದಿದ್ದು, 13 ವರ್ಷಗಳ ಬಳಿಕ ಈ ಕೃತ್ಯ ಬೆಳಕಿಗೆ ಬಂದಿದೆ. ಸಂತ್ರಸ್ತ ಕುಟುಂಬದವರು ಪೊಲೀಸರಿಗೆ ದೂರು ನೀಡಿದ್ದು ಆರೋಪಿ ಶಿಕ್ಷಕನ ವಿರುದ್ಧ ಪ್ರಕರಣ ದಾಖಲಾಗಿದೆ. ಸಂತ್ರಸ್ತೆ ಈಗ ಪ್ರಾಪ್ತ ವಯಸ್ಕಳಾಗಿದ್ದು ಘಟನೆ ನಡೆದ ವೇಳೆ ಶಾಲೆಯಲ್ಲಿ ವ್ಯಾಸಂಗ ಮಾಡುತ್ತಿದ್ದಳು. 2012-2013 ನೇ ಸಾಲಿನಲ್ಲಿ ಸಂತ್ರಸ್ತೆ ಶಾಲೆಯಲ್ಲಿ ಓದುತ್ತಿದ್ದಾಗ ಶಿಕ್ಷಕ ಲೈಂಗಿಕ ದೌರ್ಜನ್ಯ ಎಸಗಿದ್ದ ಎಂದು ಆರೋಪಿಸಲಾಗಿದೆ. ಬಳಿಕ ಹಲವು ವರ್ಷಗಳಿಂದ ಈ ವಿಚಾರ ಯಾರಿಗೂ ತಿಳಿಸದೆ ಮಾನಸಿಕ ಹಿಂಸೆ ಅನುಭವಿಸಿದ್ದಳು. ಇತ್ತೀಚೆಗೆ ಆಪ್ತ ಸಮಾಲೋಚನೆ ವೇಳೆ ವಿಷಯ ಬಹಿರಂಗಪಡಿಸಿದ್ದಾಳೆ. ಪೋಕ್ಸೋ ಕಾಯ್ದೆಯಡಿ ಪ್ರಕರಣ ದಾಖಲಿಸಿಕೊಂಡಿರುವ ಪೊಲೀಸರು ತನಿಖೆ ಕೈಗೊಂಡಿದ್ದಾರೆ. ಆರೋಪಿಯನ್ನು ವಶಕ್ಕೆ ಪಡೆದು ವಿಚಾರಣೆ ನಡೆಸಲಾಗುತ್ತಿದೆ ಎಂದು ಪೊಲೀಸ್ ಮೂಲಗಳು ತಿಳಿಸಿವೆ. ಪ್ರಕರಣ ನ್ಯಾಯಾಲಯದ ವಿಚಾರಣೆಗೆ ಹಸ್ತಾಂತರಗೊಂಡಿದೆ.: [997, 1870, 1521, 1975]
- article-sports-cont: ಮಕ್ಕಳಿಗೆ ಓದಿನ ಜೊತೆಗೆ ಆಟ ಪಾಠಗಳು ಬಹಳ ಮುಖ್ಯವಾಗಿದ್ದು ಮಕ್ಕಳ ಮನೋವಿಕಾಸವನ್ನು ಹೆಚ್ಚಿಸುವಲ್ಲಿ ಕ್ರೀಡೆ ಪ್ರಮುಖ ಪಾತ್ರ ವಹಿಸುತ್ತದೆ ಎಂದು ಕರ್ನಾಟಕ ಪಶುವೈದ್ಯಕೀಯ, ಪಶು ಹಾಗೂ ಮೀನುಗಾರಿಕೆ ವಿಜ್ಞಾನಗಳ ವಿಶ್ವವಿದ್ಯಾಲಯದ ಕುಲಪತಿಗಳಾದ ಪ್ರೊ. ಕೆ.ಸಿ. ವೀರಣ್ಣ ಅವರು ತಿಳಿಸಿದರು. ಕರ್ನಾಟಕ ಪಶುವೈದ್ಯಕೀಯ, ಪಶು ಹಾಗೂ ಮೀನುಗಾರಿಕೆ ವಿಜ್ಞಾನಗಳ ವಿಶ್ವವಿದ್ಯಾಲಯ, ಬೀದರ್ ಹಾಗೂ ಪಶುವೈದ್ಯಕೀಯ ಮಹಾವಿದ್ಯಾಲಯ, ಹೆಬ್ಬಾಳ ಬೆಂಗಳೂರು ಇವರ ಸಂಯುಕ್ತಾಶ್ರಯದಲ್ಲಿ ನಡೆದ 19 ನೇ ಅಂತರ ಮಹಾವಿದ್ಯಾಲಯಗಳ ಕ್ರೀಡಾಕೂಟ 2025 ರ ಉದ್ಘಾಟನಾ ಸಮಾರಂಭದಲ್ಲಿ ಪಾಲ್ಗೊಂಡು ಮಾತನಾಡಿದರು. ವಿದ್ಯಾರ್ಥಿಗಳು ಓದಿನ ಜೊತೆಗೆ ಕ್ರೀಡೆಗೂ ಹೆಚ್ಚಿನ ಆದ್ಯತೆ ನೀಡಬೇಕು. ಕ್ರೀಡೆಯಿಂದ ದೈಹಿಕ ಹಾಗೂ ಮಾನಸಿಕ ಆರೋಗ್ಯ ವೃದ್ಧಿಯಾಗುತ್ತದೆ. ಸೋಲು ಗೆಲುವು ಮುಖ್ಯವಲ್ಲ, ಭಾಗವಹಿಸುವಿಕೆ ಮುಖ್ಯ ಎಂದರು. ಪ್ರತಿವರ್ಷದಂತೆ ಈ ವರ್ಷವೂ ಕ್ರೀಡಾಕೂಟವನ್ನು ಆಯೋಜಿಸಲಾಗಿದ್ದು ರಾಜ್ಯದ ವಿವಿಧ ಮಹಾವಿದ್ಯಾಲಯಗಳಿಂದ ಸುಮಾರು 600 ಕ್ಕೂ ಹೆಚ್ಚು ಕ್ರೀಡಾಪಟುಗಳು ಭಾಗವಹಿಸಿದ್ದಾರೆ. ಗುಂಪು ಕ್ರೀಡೆಗಳು ಹಾಗೂ ವೈಯಕ್ತಿಕ ಕ್ರೀಡೆಗಳು ನಡೆಯಲಿವೆ. ವಿಜೇತರಿಗೆ ಬಹುಮಾನ ವಿತರಿಸಲಾಗುವುದು. ಕಾರ್ಯಕ್ರಮದಲ್ಲಿ ವಿಶ್ವವಿದ್ಯಾಲಯದ ಕುಲಸಚಿವರು, ಡೀನ್, ಪ್ರಾಧ್ಯಾಪಕರು ಹಾಗೂ ವಿದ್ಯಾರ್ಥಿಗಳು ಉಪಸ್ಥಿತರಿದ್ದರು. ಪ್ರೊ.ಕೆ.ಸಿ.ವೀರಣ್ಣ ಕುಲಪತಿಗಳು, ಕರ್ನಾಟಕ ಪಶುವೈದ್ಯಕೀಯ, ಪಶು ಹಾಗೂ ಮೀನುಗಾರಿಕೆ ವಿಜ್ಞಾನಗಳ ವಿಶ್ವವಿದ್ಯಾಲಯ, ಬೀದರ್ ಹಾಗೂ ಸದಸ್ಯರು ಉಪಸ್ಥಿತರಿದ್ದರು.: [335, 2181, 976, 2317]
